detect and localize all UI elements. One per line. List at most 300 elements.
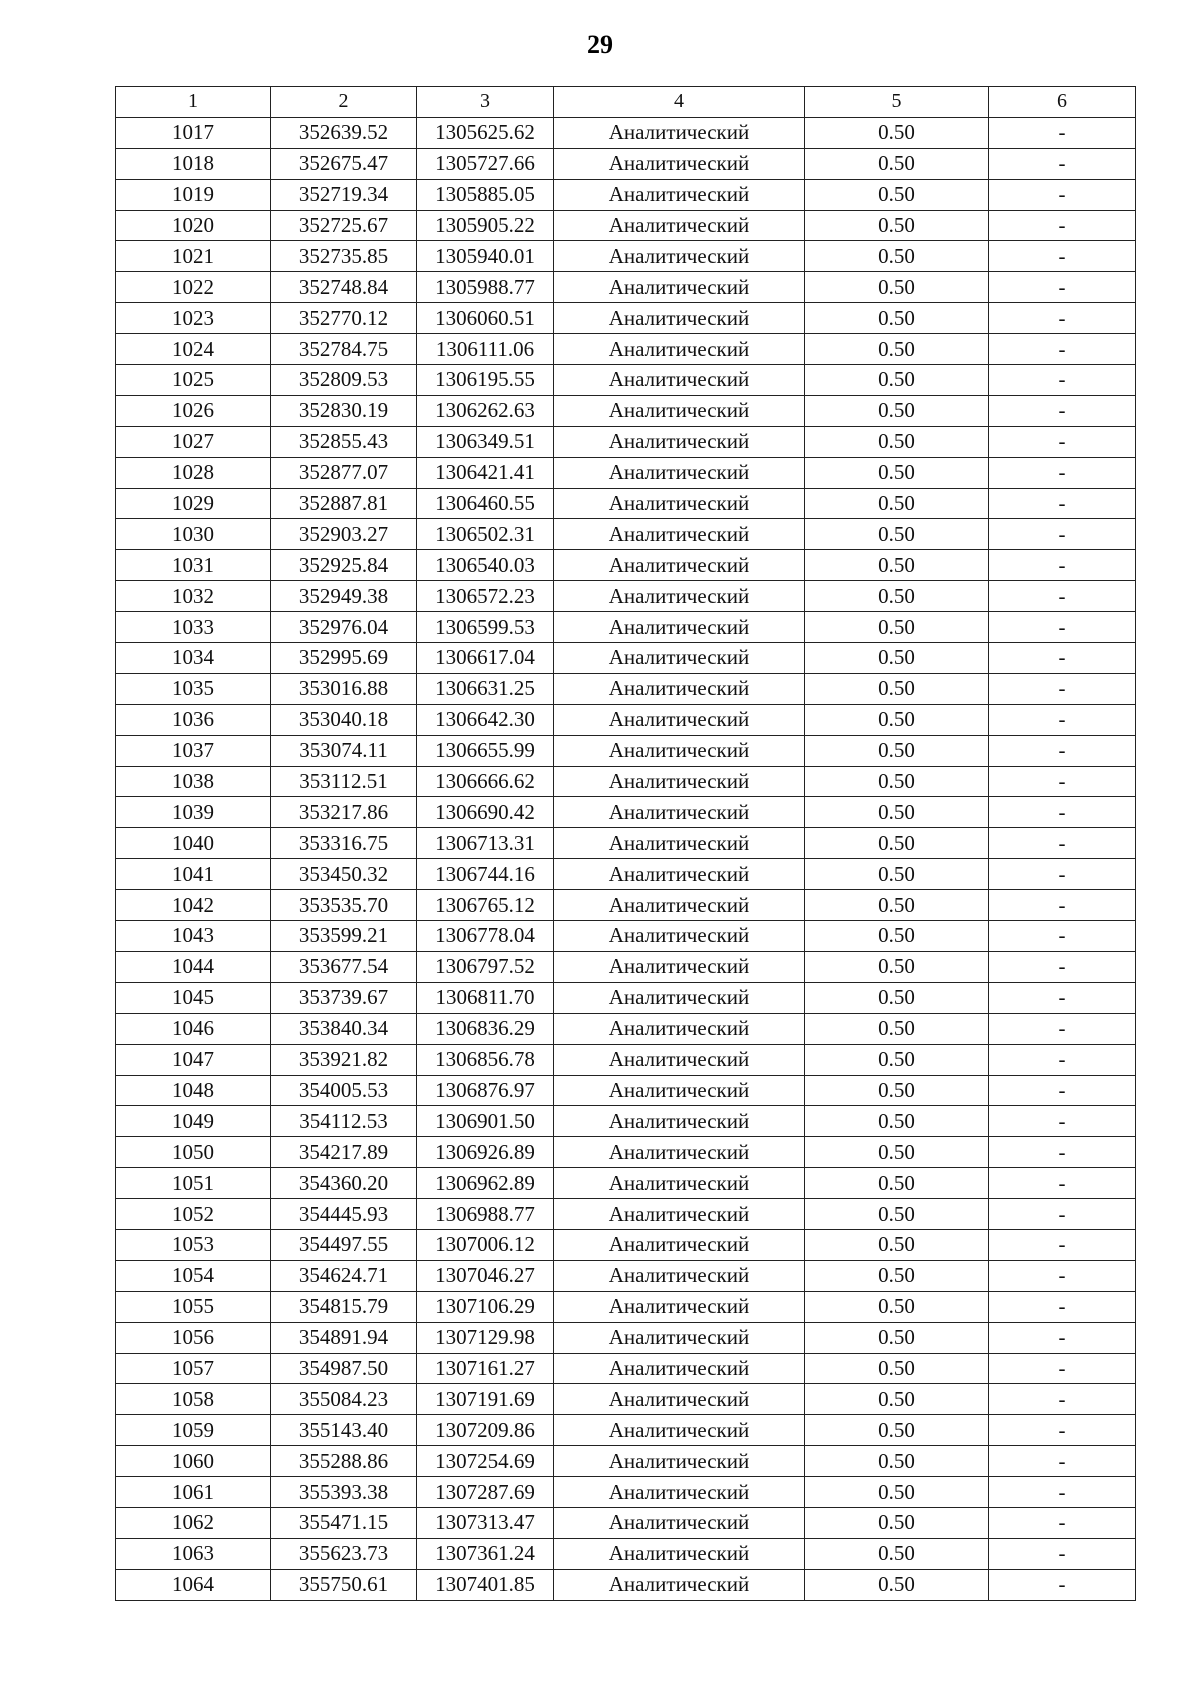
- note-cell: -: [989, 1229, 1136, 1260]
- table-row: [116, 1044, 1136, 1075]
- y-coordinate-cell: 1305885.05: [417, 179, 554, 210]
- x-coordinate-cell: 353112.51: [271, 766, 417, 797]
- table-row: [116, 488, 1136, 519]
- accuracy-cell: 0.50: [805, 1322, 989, 1353]
- point-number-cell: 1038: [116, 766, 271, 797]
- x-coordinate-cell: 355623.73: [271, 1538, 417, 1569]
- point-number-cell: 1055: [116, 1291, 271, 1322]
- x-coordinate-cell: 352675.47: [271, 148, 417, 179]
- method-cell: Аналитический: [554, 673, 805, 704]
- accuracy-cell: 0.50: [805, 1569, 989, 1600]
- y-coordinate-cell: 1306421.41: [417, 457, 554, 488]
- method-cell: Аналитический: [554, 581, 805, 612]
- table-row: [116, 951, 1136, 982]
- point-number-cell: 1019: [116, 179, 271, 210]
- point-number-cell: 1023: [116, 303, 271, 334]
- method-cell: Аналитический: [554, 272, 805, 303]
- note-cell: -: [989, 704, 1136, 735]
- note-cell: -: [989, 395, 1136, 426]
- method-cell: Аналитический: [554, 457, 805, 488]
- point-number-cell: 1048: [116, 1075, 271, 1106]
- note-cell: -: [989, 1075, 1136, 1106]
- method-cell: Аналитический: [554, 1044, 805, 1075]
- column-header-3: 3: [417, 87, 554, 118]
- accuracy-cell: 0.50: [805, 179, 989, 210]
- note-cell: -: [989, 519, 1136, 550]
- table-row: [116, 365, 1136, 396]
- table-row: [116, 241, 1136, 272]
- note-cell: -: [989, 457, 1136, 488]
- method-cell: Аналитический: [554, 735, 805, 766]
- y-coordinate-cell: 1306349.51: [417, 426, 554, 457]
- accuracy-cell: 0.50: [805, 581, 989, 612]
- y-coordinate-cell: 1306666.62: [417, 766, 554, 797]
- table-row: [116, 1229, 1136, 1260]
- method-cell: Аналитический: [554, 643, 805, 674]
- note-cell: -: [989, 179, 1136, 210]
- table-body: [116, 117, 1136, 1600]
- x-coordinate-cell: 352995.69: [271, 643, 417, 674]
- y-coordinate-cell: 1306744.16: [417, 859, 554, 890]
- y-coordinate-cell: 1306876.97: [417, 1075, 554, 1106]
- y-coordinate-cell: 1306797.52: [417, 951, 554, 982]
- point-number-cell: 1059: [116, 1415, 271, 1446]
- point-number-cell: 1062: [116, 1507, 271, 1538]
- point-number-cell: 1050: [116, 1137, 271, 1168]
- note-cell: -: [989, 1199, 1136, 1230]
- y-coordinate-cell: 1306502.31: [417, 519, 554, 550]
- y-coordinate-cell: 1306540.03: [417, 550, 554, 581]
- method-cell: Аналитический: [554, 365, 805, 396]
- table-row: [116, 921, 1136, 952]
- accuracy-cell: 0.50: [805, 1168, 989, 1199]
- x-coordinate-cell: 355750.61: [271, 1569, 417, 1600]
- table-row: [116, 1507, 1136, 1538]
- point-number-cell: 1021: [116, 241, 271, 272]
- method-cell: Аналитический: [554, 797, 805, 828]
- accuracy-cell: 0.50: [805, 704, 989, 735]
- accuracy-cell: 0.50: [805, 1291, 989, 1322]
- coordinates-table: [115, 86, 1136, 1601]
- table-row: [116, 673, 1136, 704]
- x-coordinate-cell: 354360.20: [271, 1168, 417, 1199]
- x-coordinate-cell: 353677.54: [271, 951, 417, 982]
- y-coordinate-cell: 1306765.12: [417, 890, 554, 921]
- table-row: [116, 1415, 1136, 1446]
- method-cell: Аналитический: [554, 148, 805, 179]
- table-row: [116, 519, 1136, 550]
- x-coordinate-cell: 352719.34: [271, 179, 417, 210]
- method-cell: Аналитический: [554, 334, 805, 365]
- note-cell: -: [989, 951, 1136, 982]
- table-row: [116, 766, 1136, 797]
- x-coordinate-cell: 353921.82: [271, 1044, 417, 1075]
- x-coordinate-cell: 354987.50: [271, 1353, 417, 1384]
- accuracy-cell: 0.50: [805, 426, 989, 457]
- table-row: [116, 735, 1136, 766]
- table-row: [116, 612, 1136, 643]
- method-cell: Аналитический: [554, 704, 805, 735]
- note-cell: -: [989, 890, 1136, 921]
- method-cell: Аналитический: [554, 890, 805, 921]
- note-cell: -: [989, 797, 1136, 828]
- column-header-6: 6: [989, 87, 1136, 118]
- point-number-cell: 1054: [116, 1260, 271, 1291]
- table-row: [116, 1538, 1136, 1569]
- note-cell: -: [989, 643, 1136, 674]
- x-coordinate-cell: 354624.71: [271, 1260, 417, 1291]
- x-coordinate-cell: 353535.70: [271, 890, 417, 921]
- note-cell: -: [989, 1291, 1136, 1322]
- method-cell: Аналитический: [554, 550, 805, 581]
- column-header-2: 2: [271, 87, 417, 118]
- note-cell: -: [989, 859, 1136, 890]
- method-cell: Аналитический: [554, 395, 805, 426]
- accuracy-cell: 0.50: [805, 1507, 989, 1538]
- point-number-cell: 1042: [116, 890, 271, 921]
- accuracy-cell: 0.50: [805, 272, 989, 303]
- method-cell: Аналитический: [554, 1199, 805, 1230]
- note-cell: -: [989, 1415, 1136, 1446]
- accuracy-cell: 0.50: [805, 457, 989, 488]
- accuracy-cell: 0.50: [805, 1229, 989, 1260]
- x-coordinate-cell: 352855.43: [271, 426, 417, 457]
- x-coordinate-cell: 355393.38: [271, 1477, 417, 1508]
- note-cell: -: [989, 982, 1136, 1013]
- x-coordinate-cell: 352949.38: [271, 581, 417, 612]
- point-number-cell: 1026: [116, 395, 271, 426]
- method-cell: Аналитический: [554, 1322, 805, 1353]
- y-coordinate-cell: 1307129.98: [417, 1322, 554, 1353]
- method-cell: Аналитический: [554, 951, 805, 982]
- y-coordinate-cell: 1306713.31: [417, 828, 554, 859]
- accuracy-cell: 0.50: [805, 303, 989, 334]
- y-coordinate-cell: 1307361.24: [417, 1538, 554, 1569]
- accuracy-cell: 0.50: [805, 1199, 989, 1230]
- point-number-cell: 1030: [116, 519, 271, 550]
- note-cell: -: [989, 117, 1136, 148]
- y-coordinate-cell: 1305625.62: [417, 117, 554, 148]
- y-coordinate-cell: 1306460.55: [417, 488, 554, 519]
- x-coordinate-cell: 354445.93: [271, 1199, 417, 1230]
- method-cell: Аналитический: [554, 303, 805, 334]
- method-cell: Аналитический: [554, 612, 805, 643]
- y-coordinate-cell: 1306642.30: [417, 704, 554, 735]
- accuracy-cell: 0.50: [805, 1260, 989, 1291]
- note-cell: -: [989, 612, 1136, 643]
- y-coordinate-cell: 1306572.23: [417, 581, 554, 612]
- table-row: [116, 797, 1136, 828]
- table-row: [116, 1384, 1136, 1415]
- x-coordinate-cell: 352735.85: [271, 241, 417, 272]
- y-coordinate-cell: 1307209.86: [417, 1415, 554, 1446]
- method-cell: Аналитический: [554, 1384, 805, 1415]
- y-coordinate-cell: 1306195.55: [417, 365, 554, 396]
- method-cell: Аналитический: [554, 1260, 805, 1291]
- table-row: [116, 272, 1136, 303]
- method-cell: Аналитический: [554, 1075, 805, 1106]
- y-coordinate-cell: 1305988.77: [417, 272, 554, 303]
- x-coordinate-cell: 355471.15: [271, 1507, 417, 1538]
- x-coordinate-cell: 352903.27: [271, 519, 417, 550]
- table-row: [116, 550, 1136, 581]
- note-cell: -: [989, 1260, 1136, 1291]
- y-coordinate-cell: 1306060.51: [417, 303, 554, 334]
- method-cell: Аналитический: [554, 1477, 805, 1508]
- x-coordinate-cell: 355143.40: [271, 1415, 417, 1446]
- point-number-cell: 1036: [116, 704, 271, 735]
- y-coordinate-cell: 1306599.53: [417, 612, 554, 643]
- accuracy-cell: 0.50: [805, 890, 989, 921]
- y-coordinate-cell: 1306962.89: [417, 1168, 554, 1199]
- accuracy-cell: 0.50: [805, 1446, 989, 1477]
- method-cell: Аналитический: [554, 1137, 805, 1168]
- x-coordinate-cell: 354815.79: [271, 1291, 417, 1322]
- accuracy-cell: 0.50: [805, 1353, 989, 1384]
- point-number-cell: 1058: [116, 1384, 271, 1415]
- point-number-cell: 1043: [116, 921, 271, 952]
- y-coordinate-cell: 1307006.12: [417, 1229, 554, 1260]
- x-coordinate-cell: 352748.84: [271, 272, 417, 303]
- y-coordinate-cell: 1307106.29: [417, 1291, 554, 1322]
- point-number-cell: 1039: [116, 797, 271, 828]
- note-cell: -: [989, 1106, 1136, 1137]
- point-number-cell: 1063: [116, 1538, 271, 1569]
- y-coordinate-cell: 1307161.27: [417, 1353, 554, 1384]
- table-header-row: [116, 87, 1136, 118]
- x-coordinate-cell: 352925.84: [271, 550, 417, 581]
- point-number-cell: 1056: [116, 1322, 271, 1353]
- method-cell: Аналитический: [554, 1538, 805, 1569]
- y-coordinate-cell: 1306631.25: [417, 673, 554, 704]
- point-number-cell: 1033: [116, 612, 271, 643]
- y-coordinate-cell: 1307046.27: [417, 1260, 554, 1291]
- x-coordinate-cell: 354497.55: [271, 1229, 417, 1260]
- accuracy-cell: 0.50: [805, 951, 989, 982]
- table-row: [116, 890, 1136, 921]
- note-cell: -: [989, 1477, 1136, 1508]
- note-cell: -: [989, 1322, 1136, 1353]
- accuracy-cell: 0.50: [805, 1415, 989, 1446]
- x-coordinate-cell: 353599.21: [271, 921, 417, 952]
- point-number-cell: 1034: [116, 643, 271, 674]
- table-row: [116, 1569, 1136, 1600]
- accuracy-cell: 0.50: [805, 117, 989, 148]
- accuracy-cell: 0.50: [805, 1538, 989, 1569]
- page-number: 29: [587, 30, 613, 59]
- point-number-cell: 1052: [116, 1199, 271, 1230]
- x-coordinate-cell: 354112.53: [271, 1106, 417, 1137]
- point-number-cell: 1022: [116, 272, 271, 303]
- point-number-cell: 1032: [116, 581, 271, 612]
- method-cell: Аналитический: [554, 1229, 805, 1260]
- method-cell: Аналитический: [554, 1507, 805, 1538]
- note-cell: -: [989, 303, 1136, 334]
- note-cell: -: [989, 735, 1136, 766]
- note-cell: -: [989, 1353, 1136, 1384]
- table-row: [116, 1322, 1136, 1353]
- x-coordinate-cell: 354217.89: [271, 1137, 417, 1168]
- accuracy-cell: 0.50: [805, 1137, 989, 1168]
- method-cell: Аналитический: [554, 1353, 805, 1384]
- table-row: [116, 395, 1136, 426]
- note-cell: -: [989, 1569, 1136, 1600]
- table-row: [116, 457, 1136, 488]
- point-number-cell: 1020: [116, 210, 271, 241]
- note-cell: -: [989, 241, 1136, 272]
- x-coordinate-cell: 353450.32: [271, 859, 417, 890]
- accuracy-cell: 0.50: [805, 1384, 989, 1415]
- table-row: [116, 334, 1136, 365]
- column-header-4: 4: [554, 87, 805, 118]
- note-cell: -: [989, 334, 1136, 365]
- method-cell: Аналитический: [554, 1168, 805, 1199]
- accuracy-cell: 0.50: [805, 766, 989, 797]
- table-row: [116, 704, 1136, 735]
- note-cell: -: [989, 1507, 1136, 1538]
- accuracy-cell: 0.50: [805, 365, 989, 396]
- accuracy-cell: 0.50: [805, 148, 989, 179]
- note-cell: -: [989, 1446, 1136, 1477]
- point-number-cell: 1051: [116, 1168, 271, 1199]
- accuracy-cell: 0.50: [805, 828, 989, 859]
- method-cell: Аналитический: [554, 1013, 805, 1044]
- note-cell: -: [989, 272, 1136, 303]
- x-coordinate-cell: 353016.88: [271, 673, 417, 704]
- note-cell: -: [989, 550, 1136, 581]
- table-row: [116, 117, 1136, 148]
- point-number-cell: 1025: [116, 365, 271, 396]
- note-cell: -: [989, 673, 1136, 704]
- point-number-cell: 1041: [116, 859, 271, 890]
- note-cell: -: [989, 210, 1136, 241]
- method-cell: Аналитический: [554, 1291, 805, 1322]
- accuracy-cell: 0.50: [805, 643, 989, 674]
- accuracy-cell: 0.50: [805, 797, 989, 828]
- point-number-cell: 1031: [116, 550, 271, 581]
- table-row: [116, 643, 1136, 674]
- accuracy-cell: 0.50: [805, 395, 989, 426]
- accuracy-cell: 0.50: [805, 673, 989, 704]
- table-row: [116, 1477, 1136, 1508]
- y-coordinate-cell: 1307287.69: [417, 1477, 554, 1508]
- method-cell: Аналитический: [554, 210, 805, 241]
- note-cell: -: [989, 1384, 1136, 1415]
- note-cell: -: [989, 488, 1136, 519]
- method-cell: Аналитический: [554, 766, 805, 797]
- x-coordinate-cell: 352976.04: [271, 612, 417, 643]
- x-coordinate-cell: 352809.53: [271, 365, 417, 396]
- column-header-5: 5: [805, 87, 989, 118]
- accuracy-cell: 0.50: [805, 550, 989, 581]
- method-cell: Аналитический: [554, 488, 805, 519]
- table-row: [116, 148, 1136, 179]
- x-coordinate-cell: 353217.86: [271, 797, 417, 828]
- accuracy-cell: 0.50: [805, 612, 989, 643]
- point-number-cell: 1047: [116, 1044, 271, 1075]
- accuracy-cell: 0.50: [805, 1075, 989, 1106]
- point-number-cell: 1040: [116, 828, 271, 859]
- point-number-cell: 1061: [116, 1477, 271, 1508]
- note-cell: -: [989, 365, 1136, 396]
- x-coordinate-cell: 353840.34: [271, 1013, 417, 1044]
- method-cell: Аналитический: [554, 426, 805, 457]
- method-cell: Аналитический: [554, 179, 805, 210]
- y-coordinate-cell: 1306262.63: [417, 395, 554, 426]
- y-coordinate-cell: 1306988.77: [417, 1199, 554, 1230]
- accuracy-cell: 0.50: [805, 210, 989, 241]
- x-coordinate-cell: 354891.94: [271, 1322, 417, 1353]
- note-cell: -: [989, 148, 1136, 179]
- accuracy-cell: 0.50: [805, 334, 989, 365]
- table-row: [116, 1106, 1136, 1137]
- y-coordinate-cell: 1305940.01: [417, 241, 554, 272]
- point-number-cell: 1035: [116, 673, 271, 704]
- y-coordinate-cell: 1307254.69: [417, 1446, 554, 1477]
- x-coordinate-cell: 353074.11: [271, 735, 417, 766]
- x-coordinate-cell: 355288.86: [271, 1446, 417, 1477]
- point-number-cell: 1024: [116, 334, 271, 365]
- accuracy-cell: 0.50: [805, 519, 989, 550]
- table-row: [116, 1075, 1136, 1106]
- note-cell: -: [989, 1538, 1136, 1569]
- method-cell: Аналитический: [554, 1569, 805, 1600]
- y-coordinate-cell: 1306836.29: [417, 1013, 554, 1044]
- x-coordinate-cell: 352770.12: [271, 303, 417, 334]
- point-number-cell: 1028: [116, 457, 271, 488]
- method-cell: Аналитический: [554, 519, 805, 550]
- table-row: [116, 1168, 1136, 1199]
- y-coordinate-cell: 1305727.66: [417, 148, 554, 179]
- note-cell: -: [989, 1044, 1136, 1075]
- accuracy-cell: 0.50: [805, 921, 989, 952]
- note-cell: -: [989, 921, 1136, 952]
- accuracy-cell: 0.50: [805, 1106, 989, 1137]
- table-row: [116, 982, 1136, 1013]
- table-row: [116, 1291, 1136, 1322]
- table-row: [116, 1446, 1136, 1477]
- y-coordinate-cell: 1306655.99: [417, 735, 554, 766]
- point-number-cell: 1064: [116, 1569, 271, 1600]
- table-row: [116, 210, 1136, 241]
- x-coordinate-cell: 353316.75: [271, 828, 417, 859]
- y-coordinate-cell: 1306778.04: [417, 921, 554, 952]
- point-number-cell: 1060: [116, 1446, 271, 1477]
- point-number-cell: 1037: [116, 735, 271, 766]
- point-number-cell: 1018: [116, 148, 271, 179]
- accuracy-cell: 0.50: [805, 241, 989, 272]
- accuracy-cell: 0.50: [805, 488, 989, 519]
- y-coordinate-cell: 1306690.42: [417, 797, 554, 828]
- x-coordinate-cell: 355084.23: [271, 1384, 417, 1415]
- column-header-1: 1: [116, 87, 271, 118]
- point-number-cell: 1049: [116, 1106, 271, 1137]
- table-row: [116, 426, 1136, 457]
- method-cell: Аналитический: [554, 241, 805, 272]
- note-cell: -: [989, 766, 1136, 797]
- table-row: [116, 581, 1136, 612]
- table-row: [116, 1137, 1136, 1168]
- table-row: [116, 1353, 1136, 1384]
- x-coordinate-cell: 352784.75: [271, 334, 417, 365]
- point-number-cell: 1029: [116, 488, 271, 519]
- point-number-cell: 1045: [116, 982, 271, 1013]
- table-row: [116, 828, 1136, 859]
- y-coordinate-cell: 1306901.50: [417, 1106, 554, 1137]
- note-cell: -: [989, 1168, 1136, 1199]
- point-number-cell: 1057: [116, 1353, 271, 1384]
- accuracy-cell: 0.50: [805, 735, 989, 766]
